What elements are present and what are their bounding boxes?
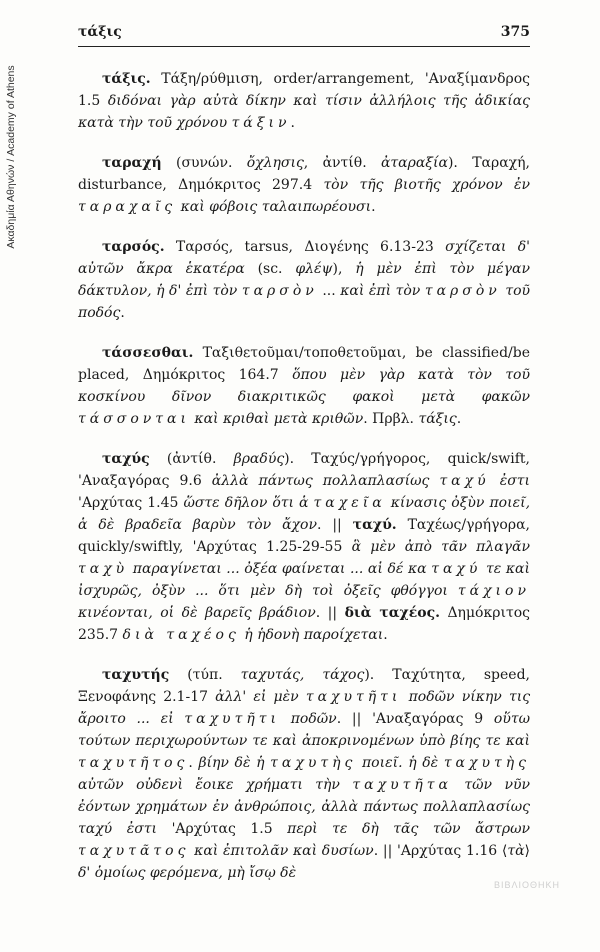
quotation: ἀλλὰ πάντως πολλαπλασίως [211, 473, 430, 489]
entry-text: . [456, 411, 462, 427]
spaced-term: τάχιον [457, 583, 530, 599]
quotation: τὸν τῆς βιοτῆς χρόνον ἐν [323, 177, 530, 193]
quotation: οὕτω τούτων περιχωρούντων τε καὶ ἀποκρινομένων ὑπὸ βίης τε καὶ [78, 711, 530, 749]
quotation: ἐστι [499, 473, 531, 489]
entry-text: Τάξη/ρύθμιση, order/arrangement, 'Αναξίμανδρος 1.5 [78, 71, 530, 109]
entry-text: ... [317, 283, 341, 299]
quotation: βίην δὲ ἡ [198, 755, 265, 771]
quotation: διδόναι γὰρ αὐτὰ δίκην καὶ τίσιν ἀλλήλοις τῆς ἀδικίας κατὰ τὴν τοῦ χρόνου [78, 93, 530, 131]
quotation: ποιεῖ. ἡ δὲ [361, 755, 439, 771]
header-word: τάξις [78, 24, 122, 40]
quotation: ἀλλ' εἰ μὲν [215, 689, 299, 705]
entry-tarache [78, 152, 530, 218]
spaced-term: ταχυτᾶτος [78, 843, 190, 859]
quotation: τε καὶ ἰσχυρῶς, ὀξὺν ... ὅτι μὲν δὴ τοὶ ὀξεῖς φθόγγοι [78, 561, 530, 599]
entry-text: ), [332, 261, 356, 277]
headword: ταχυτής [102, 667, 170, 683]
quotation: φλέψ [295, 261, 333, 277]
quotation: σχίζεται δ' αὐτῶν ἄκρα ἑκατέρα [78, 239, 531, 277]
entry-tarsos [78, 236, 530, 324]
subheadword: διὰ ταχέος. [344, 605, 440, 621]
spaced-term: διὰ ταχέος [122, 627, 240, 643]
entry-text: Ταξιθετοῦμαι/τοποθετοῦμαι, be classified/be placed, Δημόκριτος 164.7 [78, 345, 530, 383]
entry-tassesthai [78, 342, 530, 430]
entry-text: . [120, 305, 125, 321]
spaced-term: ταρσὸν [241, 283, 318, 299]
quotation: ποδῶν νίκην τις ἄροιτο ... εἰ [78, 689, 531, 727]
quotation: ἡ μὲν ἐπὶ τὸν μέγαν δάκτυλον, ἡ δ' ἐπὶ τὸν [78, 261, 530, 299]
headword: τάσσεσθαι. [102, 345, 194, 361]
library-watermark: ΒΙΒΛΙΟΘΗΚΗ [493, 880, 560, 890]
spaced-term: τάξιν [231, 115, 291, 131]
quotation: καὶ ἐπὶ τὸν [340, 283, 421, 299]
entry-text: (συνών. [161, 155, 247, 171]
running-header [78, 20, 530, 47]
entry-text [401, 689, 408, 705]
entry-text [448, 583, 458, 599]
quotation: ταχυτάς, τάχος [240, 667, 365, 683]
quotation: δ' ὁμοίως φερόμενα, μὴ ἴσῳ δὲ [78, 865, 297, 881]
spaced-term: τάσσονται [78, 411, 190, 427]
entry-text [299, 689, 306, 705]
quotation: περὶ τε δὴ τᾶς τῶν ἄστρων [287, 821, 531, 837]
quotation: καὶ ἐπιτολᾶν καὶ δυσίων [194, 843, 374, 859]
spaced-term: ταχυτῆτα [352, 777, 452, 793]
spaced-term: ταχυτῆτι [184, 711, 280, 727]
entry-text: Ταρσός, tarsus, Διογένης 6.13-23 [164, 239, 446, 255]
entry-text: (ἀντίθ. [149, 451, 234, 467]
page-number: 375 [500, 24, 530, 40]
subheadword: ταχύ. [352, 517, 397, 533]
entry-text: . || [315, 605, 345, 621]
entry-text: . [188, 755, 199, 771]
quotation: καὶ κριθαὶ μετὰ κριθῶν [194, 411, 364, 427]
quotation: τὰ [507, 843, 525, 859]
entry-text [452, 777, 464, 793]
spaced-term: ταχύ [431, 561, 482, 577]
entry-text: . || 'Αρχύτας 1.16 ⟨ [373, 843, 508, 859]
quotation: κίνασις ὀξὺν ποιεῖ, ἁ δὲ βραδεῖα βαρὺν τὸν ἄχον [78, 495, 531, 533]
spaced-term: ταχυτὴς [270, 755, 357, 771]
entry-text: , ἀντίθ. [303, 155, 381, 171]
quotation: τῶν νῦν ἐόντων χρημάτων ἐν ἀνθρώποις, ἀλλὰ πάντως πολλαπλασίως ταχύ ἐστι [78, 777, 531, 837]
entry-text [429, 473, 439, 489]
quotation: κινέονται, οἱ δὲ βαρεῖς βράδιον [78, 605, 316, 621]
dictionary-body [78, 68, 530, 884]
quotation: ἡ ἡδονὴ παροίχεται [244, 627, 384, 643]
quotation: ποδῶν [290, 711, 337, 727]
entry-text [340, 777, 352, 793]
spaced-term: ταχυτῆτι [305, 689, 402, 705]
entry-text [174, 711, 185, 727]
quotation: ὄχλησις [246, 155, 304, 171]
side-stamp: Ακαδημία Αθηνών / Academy of Athens [5, 65, 17, 249]
entry-text: 'Αρχύτας 1.5 [157, 821, 288, 837]
quotation: αὐτῶν οὐδενὶ ἔοικε χρήματι τὴν [78, 777, 340, 793]
entry-text: Δημόκριτος 235.7 [78, 605, 530, 643]
entry-text: . || 'Αναξαγόρας 9 [336, 711, 494, 727]
entry-tachys [78, 448, 530, 646]
spaced-term: ταχυτῆτος [78, 755, 189, 771]
entry-text: ). Ταραχή, disturbance, Δημόκριτος 297.4 [78, 155, 530, 193]
entry-text [280, 711, 291, 727]
quotation: τοῦ ποδός [78, 283, 531, 321]
spaced-term: ταχύ [439, 473, 490, 489]
spaced-term: ταχεῖα [313, 495, 386, 511]
spaced-term: ταχυτὴς [443, 755, 530, 771]
entry-tachytes [78, 664, 530, 884]
entry-text: . Πρβλ. [363, 411, 419, 427]
entry-text: . [290, 115, 295, 131]
quotation: ἀταραξία [380, 155, 448, 171]
entry-text: (τύπ. [169, 667, 241, 683]
headword: ταχύς [102, 451, 150, 467]
entry-taxis [78, 68, 530, 134]
entry-text: Ταχέως/γρήγορα, quickly/swiftly, 'Αρχύτας 1.25-29-55 [78, 517, 530, 555]
quotation: βραδύς [233, 451, 285, 467]
entry-text: (sc. [244, 261, 296, 277]
entry-text: . || [316, 517, 353, 533]
quotation: ἃ μὲν ἀπὸ τᾶν πλαγᾶν [351, 539, 531, 555]
headword: ταραχή [102, 155, 162, 171]
spaced-term: ταρσὸν [424, 283, 501, 299]
entry-text: 'Αρχύτας 1.45 [78, 495, 184, 511]
entry-text: ⟩ [524, 843, 531, 859]
entry-text: . [383, 627, 388, 643]
headword: ταρσός. [102, 239, 165, 255]
spaced-term: ταραχαῖς [78, 199, 177, 215]
quotation: ὅπου μὲν γὰρ κατὰ τὸν τοῦ κοσκίνου δῖνον διακριτικῶς φακοὶ μετὰ φακῶν [78, 367, 530, 405]
quotation: καὶ φόβοις ταλαιπωρέουσι [180, 199, 372, 215]
entry-text [490, 473, 500, 489]
entry-text: ). Ταχύς/γρήγορος, quick/swift, 'Αναξαγόρας 9.6 [78, 451, 530, 489]
quotation: ὥστε δῆλον ὅτι ἁ [183, 495, 309, 511]
spaced-term: ταχὺ [78, 561, 129, 577]
headword: τάξις. [102, 71, 151, 87]
cross-reference: τάξις [418, 411, 457, 427]
entry-text: ). Ταχύτητα, speed, Ξενοφάνης 2.1-17 [78, 667, 530, 705]
entry-text: . [371, 199, 376, 215]
quotation: παραγίνεται ... ὀξέα φαίνεται ... αἱ δέ κα [132, 561, 427, 577]
